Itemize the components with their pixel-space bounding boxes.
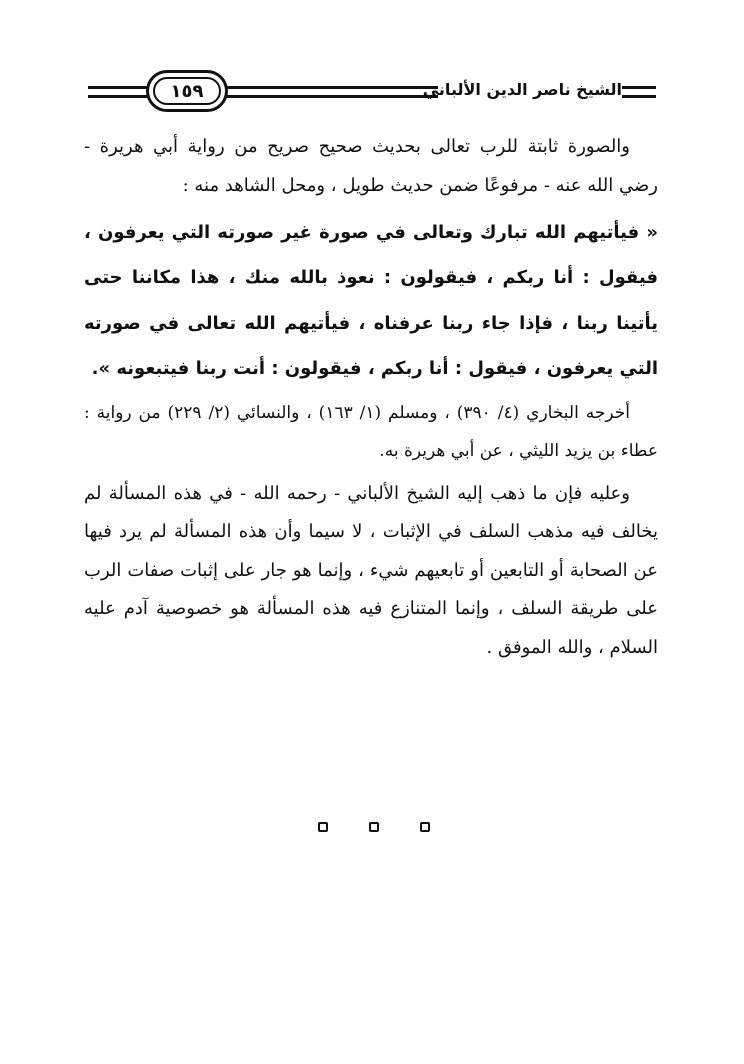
page-body: [84, 128, 658, 668]
hadith-quote: « فيأتيهم الله تبارك وتعالى في صورة غير صورته التي يعرفون ، فيقول : أنا ربكم ، فيقولون : نعوذ بالله منك ، هذا مكاننا حتى يأتينا ربنا ، فإذا جاء ربنا عرفناه ، فيأتيهم الله تعالى في صورته التي يعرفون ، فيقول : أنا ربكم ، فيقولون : أنت ربنا فيتبعونه ».: [84, 221, 658, 380]
intro-paragraph: والصورة ثابتة للرب تعالى بحديث صحيح صريح من رواية أبي هريرة - رضي الله عنه - مرفوعًا ضمن حديث طويل ، ومحل الشاهد منه :: [84, 136, 658, 196]
page-header: [88, 62, 656, 118]
header-rule-left: [88, 86, 150, 98]
conclusion-paragraph: وعليه فإن ما ذهب إليه الشيخ الألباني - رحمه الله - في هذه المسألة لم يخالف فيه مذهب السلف في الإثبات ، لا سيما وأن هذه المسألة لم يرد فيها عن الصحابة أو التابعين أو تابعيهم شيء ، وإنما هو جار على إثبات صفات الرب على طريقة السلف ، وإنما المتنازع فيه هذه المسألة هو خصوصية آدم عليه السلام ، والله الموفق .: [84, 482, 658, 658]
ornament-square-icon: [420, 822, 430, 832]
header-rule-middle: [226, 86, 438, 98]
source-citation: أخرجه البخاري (٤/ ٣٩٠) ، ومسلم (١/ ١٦٣) ، والنسائي (٢/ ٢٢٩) من رواية : عطاء بن يزيد الليثي ، عن أبي هريرة به.: [84, 402, 658, 462]
section-end-ornaments: [318, 822, 430, 840]
header-rule-right: [622, 86, 656, 98]
page-number: ١٥٩: [153, 77, 221, 105]
page-number-badge: [146, 70, 228, 112]
running-title: الشيخ ناصر الدين الألباني: [422, 80, 622, 99]
ornament-square-icon: [369, 822, 379, 832]
ornament-square-icon: [318, 822, 328, 832]
